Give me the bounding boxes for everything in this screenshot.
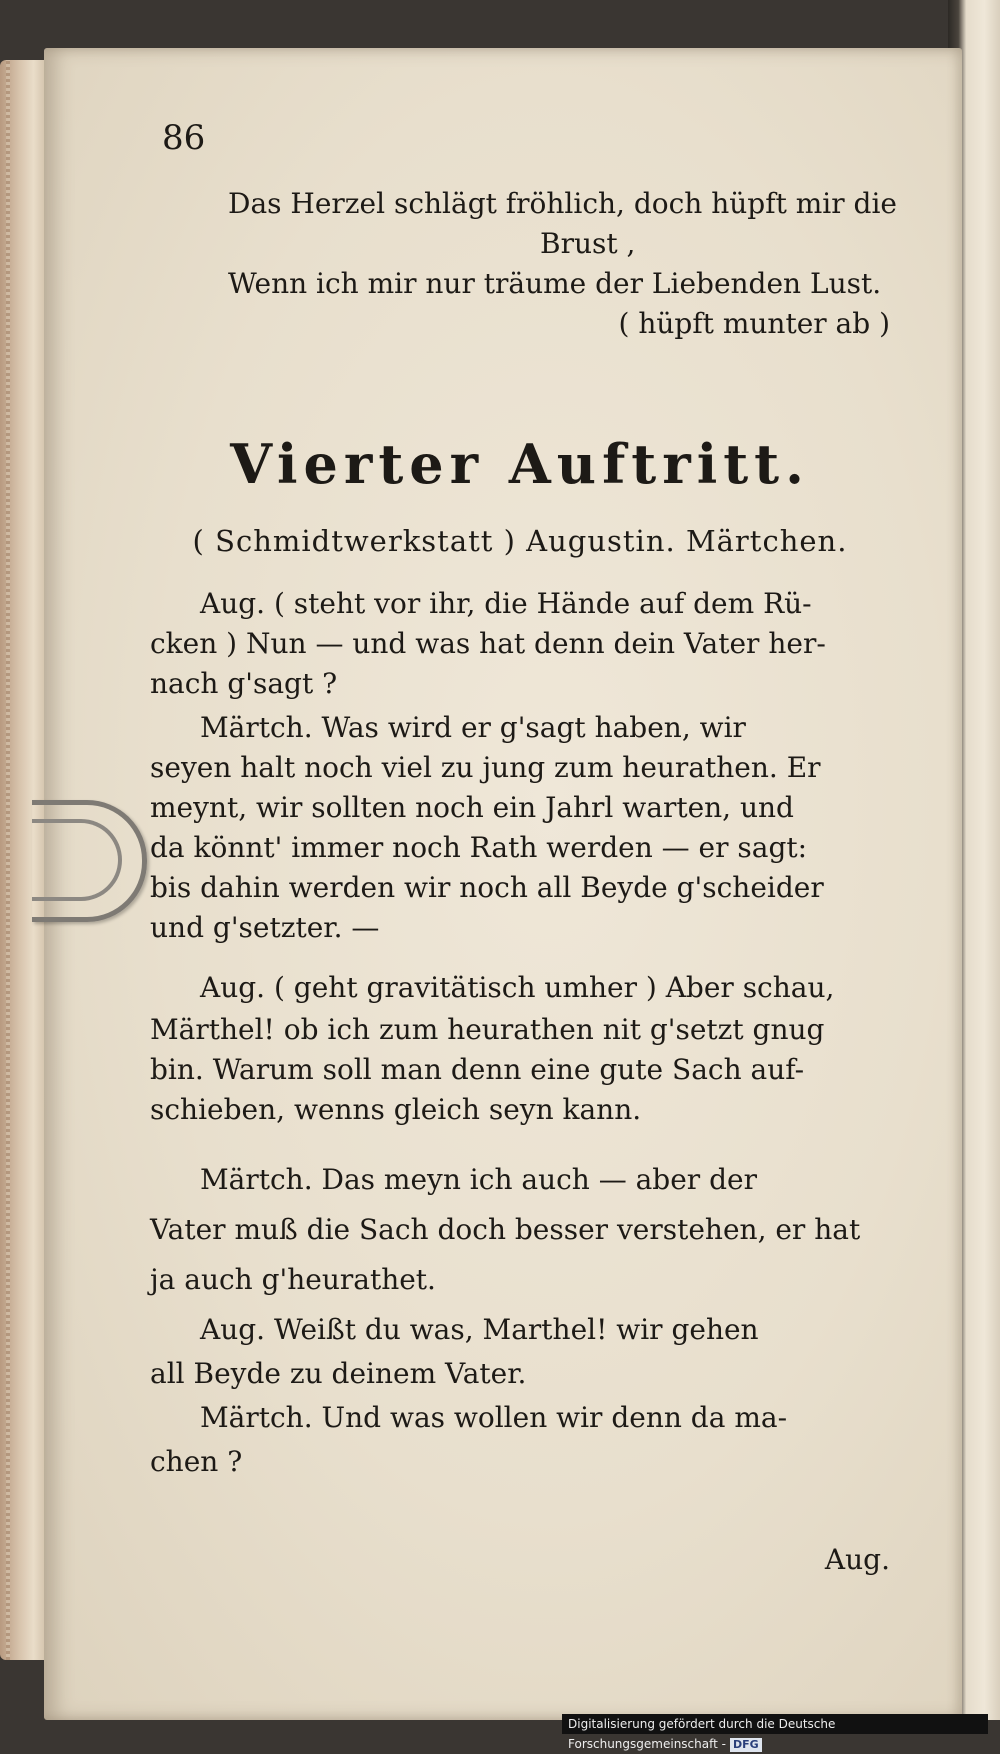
body-line: schieben, wenns gleich seyn kann.: [150, 1093, 642, 1126]
body-line: Märtch. Und was wollen wir denn da ma-: [200, 1401, 788, 1434]
dfg-logo: DFG: [730, 1738, 762, 1752]
body-line: Märthel! ob ich zum heurathen nit g'setzt gnug: [150, 1013, 825, 1046]
body-line: und g'setzter. —: [150, 911, 380, 944]
body-line: da könnt' immer noch Rath werden — er sagt:: [150, 831, 808, 864]
body-line: all Beyde zu deinem Vater.: [150, 1357, 527, 1390]
scene-setting: ( Schmidtwerkstatt ) Augustin. Märtchen.: [192, 524, 848, 558]
paper-clip: [32, 800, 147, 922]
catchword: Aug.: [824, 1543, 890, 1576]
body-line: cken ) Nun — und was hat denn dein Vater her-: [150, 627, 826, 660]
body-line: Märtch. Was wird er g'sagt haben, wir: [200, 711, 746, 744]
stage-direction: ( hüpft munter ab ): [618, 307, 890, 340]
body-line: meynt, wir sollten noch ein Jahrl warten, und: [150, 791, 794, 824]
body-line: Vater muß die Sach doch besser verstehen, er hat: [150, 1213, 861, 1246]
scene-heading: Vierter Auftritt.: [230, 432, 810, 496]
page-number: 86: [162, 118, 206, 158]
body-line: chen ?: [150, 1445, 243, 1478]
body-line: Aug. ( geht gravitätisch umher ) Aber schau,: [200, 971, 835, 1004]
verse-line: Wenn ich mir nur träume der Liebenden Lust.: [228, 267, 882, 300]
body-line: ja auch g'heurathet.: [150, 1263, 436, 1296]
body-line: seyen halt noch viel zu jung zum heurathen. Er: [150, 751, 821, 784]
body-line: nach g'sagt ?: [150, 667, 338, 700]
footer-text: Digitalisierung gefördert durch die Deutsche Forschungsgemeinschaft -: [568, 1717, 836, 1751]
verse-line: Brust ,: [540, 227, 636, 260]
body-line: bis dahin werden wir noch all Beyde g'scheider: [150, 871, 824, 904]
body-line: Märtch. Das meyn ich auch — aber der: [200, 1163, 757, 1196]
body-line: Aug. ( steht vor ihr, die Hände auf dem Rü-: [200, 587, 812, 620]
body-line: bin. Warum soll man denn eine gute Sach auf-: [150, 1053, 805, 1086]
body-line: Aug. Weißt du was, Marthel! wir gehen: [200, 1313, 759, 1346]
digitization-footer: [562, 1714, 988, 1751]
verse-line: Das Herzel schlägt fröhlich, doch hüpft mir die: [228, 187, 897, 220]
